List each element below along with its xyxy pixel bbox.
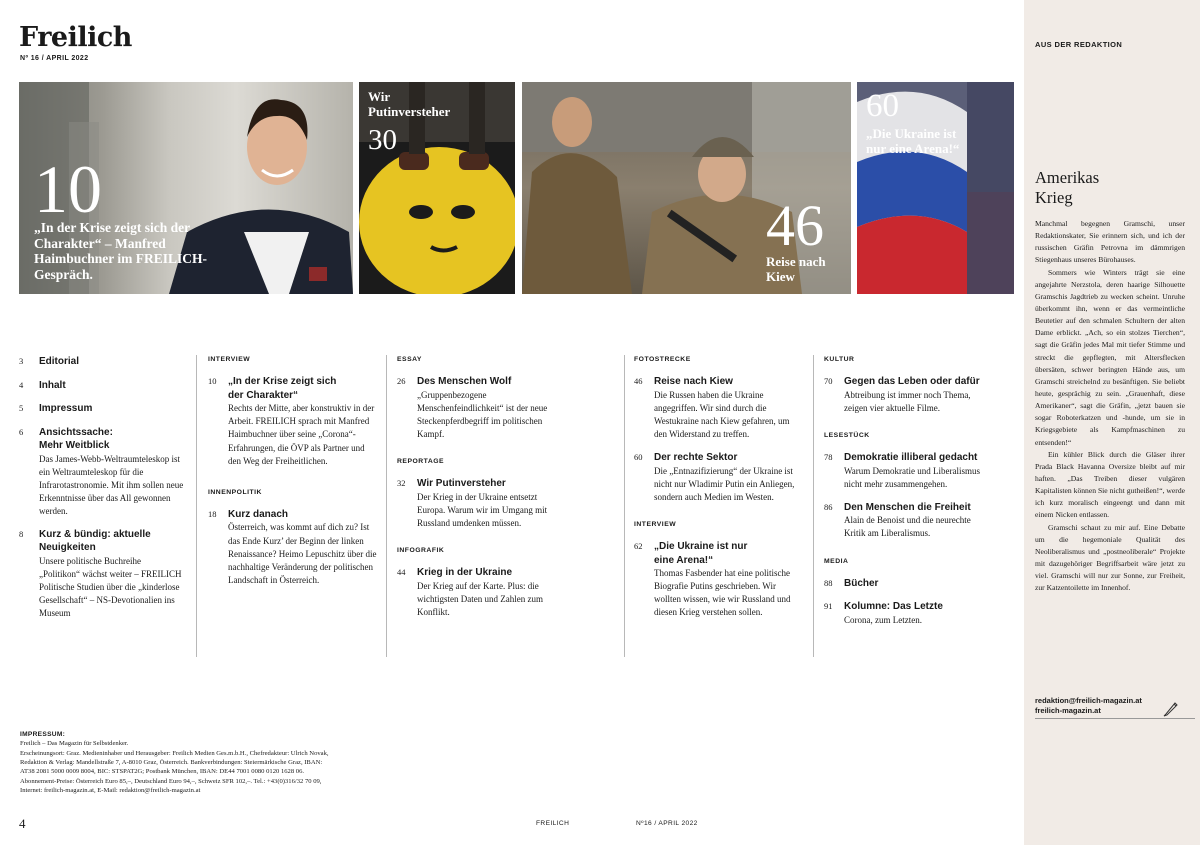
toc-entry[interactable] bbox=[824, 600, 994, 627]
toc-entry[interactable] bbox=[19, 528, 184, 620]
issue-label: Nº 16 / APRIL 2022 bbox=[20, 55, 89, 62]
sidebar-paragraph: Ein kühler Blick durch die Gläser ihrer Prada Black Havanna Oversize bleibt auf mir haften. „Das Treiben dieser vulgären Kapitalisten können Sie nicht gutheißen!“, werde ich kurz moralisch eingeengt und dann mit einem Nicken entlassen. bbox=[1035, 449, 1185, 520]
toc-entry[interactable] bbox=[208, 375, 378, 467]
impressum-line: Freilich – Das Magazin für Selbstdenker. bbox=[20, 740, 129, 748]
footer-brand: FREILICH bbox=[536, 820, 570, 827]
section-label: LESESTÜCK bbox=[824, 431, 870, 439]
toc-page: 70 bbox=[824, 376, 833, 387]
toc-page: 5 bbox=[19, 403, 24, 413]
photo-page-number: 46 bbox=[766, 193, 824, 258]
toc-entry[interactable] bbox=[397, 566, 562, 619]
website-link[interactable]: freilich-magazin.at bbox=[1035, 706, 1101, 716]
impressum-line: Abonnement-Preise: Österreich Euro 85,–, Deutschland Euro 94,–, Schweiz SFR 102,–. Tel.: +43(0)316/32 70 09, bbox=[20, 777, 322, 785]
toc-column-general bbox=[19, 355, 184, 630]
sidebar-rule bbox=[1035, 718, 1195, 719]
photo-page-number: 30 bbox=[368, 124, 397, 156]
editorial-sidebar bbox=[1024, 0, 1200, 845]
toc-title: Impressum bbox=[39, 403, 93, 414]
toc-desc: Warum Demokratie und Liberalismus nicht mehr zusammengehen. bbox=[844, 465, 980, 489]
toc-title: Des Menschen Wolf bbox=[417, 376, 512, 388]
toc-page: 88 bbox=[824, 577, 833, 588]
toc-entry[interactable] bbox=[634, 375, 802, 441]
toc-page: 3 bbox=[19, 356, 24, 366]
impressum-line: AT38 2081 5000 0009 8004, BIC: STSPAT2G; Postbank München, IBAN: DE44 7001 0080 0120 1628 06. bbox=[20, 768, 305, 776]
column-divider bbox=[624, 355, 625, 657]
toc-page: 6 bbox=[19, 426, 24, 437]
toc-entry[interactable] bbox=[634, 451, 802, 504]
toc-entry[interactable] bbox=[824, 577, 994, 591]
toc-title: Der rechte Sektor bbox=[654, 452, 738, 464]
footer-page-number: 4 bbox=[19, 816, 26, 831]
toc-page: 60 bbox=[634, 452, 643, 463]
column-divider bbox=[386, 355, 387, 657]
photo-interview-portrait bbox=[19, 82, 353, 294]
toc-title: Kolumne: Das Letzte bbox=[844, 601, 943, 613]
toc-title: Kurz & bündig: aktuelle Neuigkeiten bbox=[39, 528, 151, 554]
section-label: FOTOSTRECKE bbox=[634, 356, 691, 363]
impressum-block bbox=[20, 730, 380, 796]
photo-soldiers-kiew bbox=[522, 82, 851, 294]
toc-title: Bücher bbox=[844, 577, 879, 589]
toc-title: Krieg in der Ukraine bbox=[417, 567, 513, 579]
sidebar-paragraph: Sommers wie Winters trägt sie eine angejahrte Nerzstola, deren haarige Silhouette Gramschis Jagdtrieb zu wecken scheint. Unruhe überkommt ihn, wenn er das vermeintliche Beutetier auf den schmalen Schultern der alten Dame erblickt. „Ach, so ein stolzes Tierchen“, sagt die Gräfin jedes Mal mit tiefer Stimme und streckt die gepflegten, mit Altersflecken übersäten, schwer beringten Hände aus, um Gramschi streichelnd zu besänftigen. Sie beliebt heute, gesprächig zu sein. „Grauenhaft, diese Amerikaner“, sagt die Gräfin, „jetzt bauen sie sogar Roboterkatzen und -hunde, um sie in Kriegsgebiete als Kampfmaschinen zu entsenden!“ bbox=[1035, 267, 1185, 447]
toc-title: Gegen das Leben oder dafür bbox=[844, 376, 980, 388]
toc-desc: Der Krieg in der Ukraine entsetzt Europa. Warum wir im Umgang mit Russland umdenken müssen. bbox=[417, 491, 548, 529]
pencil-icon bbox=[1163, 699, 1179, 717]
toc-page: 78 bbox=[824, 452, 833, 463]
toc-desc: Thomas Fasbender hat eine politische Biografie Putins geschrieben. Wir wollten wissen, wie wir Russland und diesen Krieg verstehen sollen. bbox=[654, 568, 791, 618]
toc-entry[interactable] bbox=[19, 379, 184, 393]
magazine-logo: Freilich bbox=[19, 22, 132, 53]
impressum-heading: IMPRESSUM: bbox=[20, 731, 66, 738]
photo-putin-poster bbox=[359, 82, 515, 294]
impressum-line: Internet: freilich-magazin.at, E-Mail: redaktion@freilich-magazin.at bbox=[20, 787, 201, 795]
toc-page: 46 bbox=[634, 376, 643, 387]
toc-entry[interactable] bbox=[397, 375, 562, 441]
toc-desc: Die „Entnazifizierung“ der Ukraine ist nicht nur Wladimir Putin ein Anliegen, sondern auch Medien im Westen. bbox=[654, 465, 795, 502]
email-link[interactable]: redaktion@freilich-magazin.at bbox=[1035, 696, 1142, 705]
photo-caption: Reise nach Kiew bbox=[766, 254, 826, 284]
impressum-line: Redaktion & Verlag: Mandellstraße 7, A-8010 Graz, Österreich. Bankverbindungen: Steiermärkische Graz, IBAN: bbox=[20, 759, 323, 767]
photo-page-number: 60 bbox=[866, 88, 899, 124]
toc-desc: „Gruppenbezogene Menschenfeindlichkeit“ ist der neue Steckenpferdbegriff im politischen Kampf. bbox=[417, 389, 548, 440]
sidebar-body bbox=[1035, 218, 1185, 594]
toc-desc: Unsere politische Buchreihe „Politikon“ wächst weiter – FREILICH Politische Studien über die „kinderlose Gesellschaft“ – NS-Devotionalien ins Museum bbox=[39, 555, 182, 618]
footer-issue: Nº16 / APRIL 2022 bbox=[636, 820, 698, 827]
toc-desc: Österreich, was kommt auf dich zu? Ist das Ende Kurz’ der Beginn der linken Renaissance? Heimo Lepuschitz über die nachhaltige Veränderung der politischen Landschaft in Österreich. bbox=[228, 522, 377, 585]
toc-page: 26 bbox=[397, 376, 406, 387]
toc-page: 32 bbox=[397, 478, 406, 489]
toc-title: „In der Krise zeigt sich der Charakter“ bbox=[228, 376, 337, 401]
toc-desc: Corona, zum Letzten. bbox=[844, 614, 922, 625]
photo-caption: Wir Putinversteher bbox=[368, 89, 451, 119]
column-divider bbox=[813, 355, 814, 657]
toc-page: 86 bbox=[824, 501, 833, 512]
section-label: KULTUR bbox=[824, 356, 855, 363]
toc-entry[interactable] bbox=[634, 540, 802, 619]
toc-desc: Die Russen haben die Ukraine angegriffen. Wir sind durch die Westukraine nach Kiew gefahren, um den Widerstand zu treffen. bbox=[654, 389, 790, 440]
toc-title: Demokratie illiberal gedacht bbox=[844, 452, 978, 464]
toc-column-interview bbox=[208, 355, 378, 597]
toc-entry[interactable] bbox=[397, 477, 562, 530]
toc-page: 44 bbox=[397, 567, 406, 578]
toc-column-fotostrecke bbox=[634, 355, 802, 629]
toc-entry[interactable] bbox=[824, 451, 994, 491]
sidebar-paragraph: Manchmal begegnen Gramschi, unser Redaktionskater, Sie erinnern sich, und ich der russischen Gräfin Petrovna im dämmrigen Stiegenhaus unseres Bürohauses. bbox=[1035, 219, 1185, 265]
toc-desc: Das James-Webb-Weltraumteleskop ist ein Weltraumteleskop für die Infrarotastronomie. Mit ihm sollen neue Erkenntnisse über das All gewonnen werden. bbox=[39, 453, 184, 516]
photo-caption: „In der Krise zeigt sich der Charakter“ – Manfred Haimbuchner im FREILICH-Gespräch. bbox=[34, 220, 208, 282]
photo-page-number: 10 bbox=[34, 151, 102, 227]
toc-title: Reise nach Kiew bbox=[654, 376, 733, 388]
toc-entry[interactable] bbox=[19, 426, 184, 518]
toc-entry[interactable] bbox=[208, 508, 378, 587]
toc-page: 10 bbox=[208, 376, 217, 387]
toc-desc: Rechts der Mitte, aber konstruktiv in der Arbeit. FREILICH sprach mit Manfred Haimbuchner über seine „Corona“-Erfahrungen, die ÖVP als Partner und den Weg der Freiheitlichen. bbox=[228, 403, 375, 466]
toc-title: „Die Ukraine ist nur eine Arena!“ bbox=[654, 541, 748, 566]
toc-page: 4 bbox=[19, 379, 24, 390]
photo-caption: „Die Ukraine ist nur eine Arena!“ bbox=[866, 126, 960, 156]
section-label: INFOGRAFIK bbox=[397, 547, 445, 555]
sidebar-header: AUS DER REDAKTION bbox=[1035, 40, 1123, 49]
toc-title: Editorial bbox=[39, 356, 80, 367]
toc-column-kultur bbox=[824, 355, 994, 637]
toc-title: Inhalt bbox=[39, 379, 66, 391]
section-label: INNENPOLITIK bbox=[208, 488, 262, 496]
section-label: MEDIA bbox=[824, 557, 849, 565]
toc-page: 62 bbox=[634, 541, 643, 552]
section-label: INTERVIEW bbox=[634, 520, 677, 528]
toc-entry[interactable] bbox=[19, 355, 184, 369]
sidebar-paragraph: Gramschi schaut zu mir auf. Eine Debatte um die hegemoniale Qualität des Neoliberalismus und „postneoliberale“ Projekte mit dazugehöriger Begriffsarbeit wäre jetzt zu viel. Gramschi will nur zur Sonne, zur Freiheit, zur Katzentoilette im Innenhof. bbox=[1035, 522, 1185, 593]
toc-page: 91 bbox=[824, 601, 833, 612]
toc-title: Ansichtssache: Mehr Weitblick bbox=[39, 426, 113, 451]
toc-page: 8 bbox=[19, 528, 24, 539]
toc-column-essay bbox=[397, 355, 562, 629]
toc-desc: Alain de Benoist und die neurechte Kritik am Liberalismus. bbox=[844, 515, 971, 539]
section-label: ESSAY bbox=[397, 356, 422, 363]
sidebar-contact bbox=[1035, 696, 1142, 716]
photo-arena-flag bbox=[857, 82, 1014, 294]
column-divider bbox=[196, 355, 197, 657]
toc-title: Kurz danach bbox=[228, 508, 289, 520]
toc-title: Wir Putinversteher bbox=[417, 478, 506, 490]
toc-page: 18 bbox=[208, 508, 217, 519]
toc-entry[interactable] bbox=[824, 375, 994, 415]
toc-desc: Der Krieg auf der Karte. Plus: die wichtigsten Daten und Zahlen zum Konflikt. bbox=[417, 580, 543, 618]
section-label: INTERVIEW bbox=[208, 356, 251, 363]
toc-desc: Abtreibung ist immer noch Thema, zeigen vier aktuelle Filme. bbox=[844, 389, 971, 413]
impressum-line: Erscheinungsort: Graz. Medieninhaber und Herausgeber: Freilich Medien Ges.m.b.H., Chefredakteur: Ulrich Novak, bbox=[20, 749, 329, 757]
section-label: REPORTAGE bbox=[397, 458, 445, 466]
sidebar-title: Amerikas Krieg bbox=[1035, 168, 1100, 207]
toc-entry[interactable] bbox=[824, 501, 994, 541]
toc-title: Den Menschen die Freiheit bbox=[844, 501, 971, 513]
toc-entry[interactable] bbox=[19, 402, 184, 416]
